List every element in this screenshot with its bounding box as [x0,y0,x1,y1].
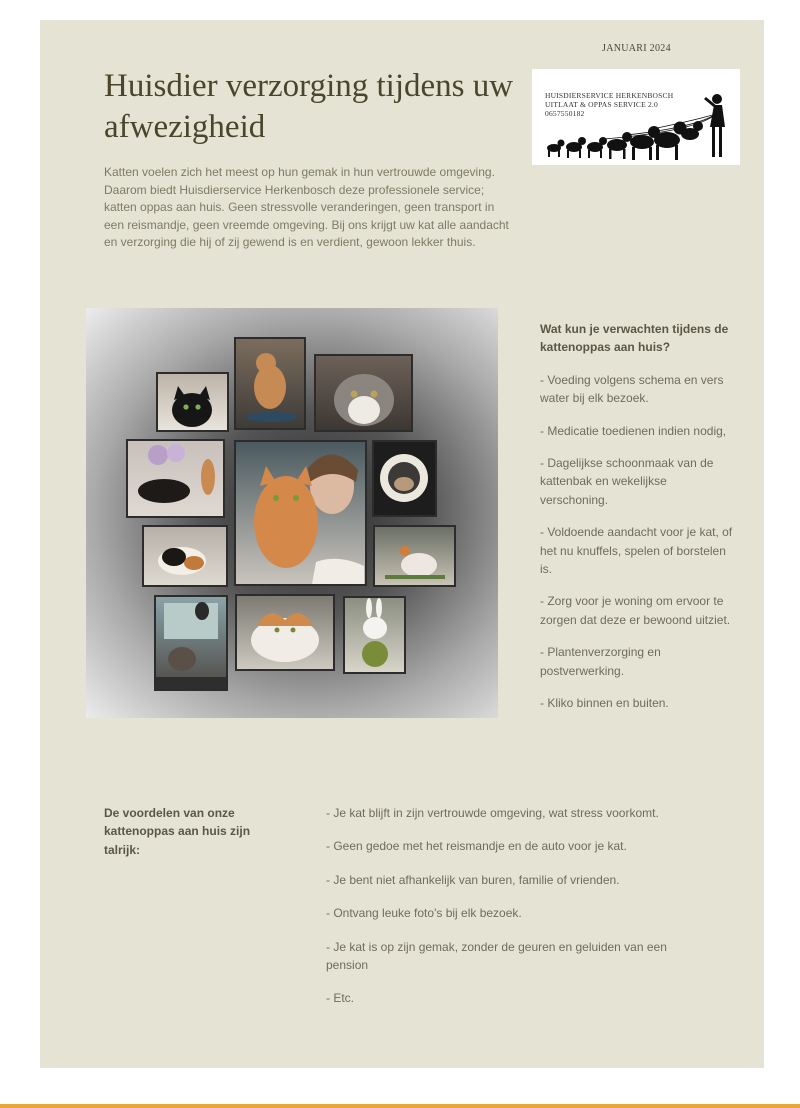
expectation-item: - Voeding volgens schema en vers water bij elk bezoek. [540,372,724,406]
photo-cat-in-tunnel [372,440,437,517]
advantage-item: - Etc. [326,991,355,1006]
logo-company-name: HUISDIERSERVICE HERKENBOSCH [545,91,674,100]
footer-accent-line [0,1104,800,1108]
expectation-item: - Dagelijkse schoonmaak van de kattenbak en wekelijkse verschoning. [540,456,714,507]
intro-paragraph: Katten voelen zich het meest op hun gemak in hun vertrouwde omgeving. Daarom biedt Huisdierservice Herkenbosch deze professionele service; katten oppas aan huis. Geen stressvolle veranderingen, geen transport in een reismandje, geen vreemde omgeving. Bij ons krijgt uw kat alle aandacht en verzorging die hij of zij gewend is en verdient, gewoon lekker thuis. [104,165,509,250]
photo-orange-cat-with-woman [234,440,367,586]
advantage-item: - Je kat blijft in zijn vertrouwde omgeving, wat stress voorkomt. [326,806,659,820]
advantage-item: - Ontvang leuke foto's bij elk bezoek. [326,906,522,921]
logo-tagline: UITLAAT & OPPAS SERVICE 2.0 [545,100,658,109]
expectation-item: - Kliko binnen en buiten. [540,696,669,711]
photo-grey-white-cat [314,354,413,432]
photo-tabby-on-table [234,337,306,430]
photo-white-rabbit [343,596,406,674]
cat-photo-collage [86,308,498,718]
advantage-item: - Je bent niet afhankelijk van buren, familie of vrienden. [326,872,620,887]
logo-phone: 0657550182 [545,109,585,118]
advantages-list [326,804,706,1023]
expectation-item: - Plantenverzorging en postverwerking. [540,645,661,678]
photo-white-ginger-cat [235,594,335,671]
photo-cat-with-flowers [126,439,225,518]
photo-cat-with-toy [373,525,456,587]
advantage-item: - Geen gedoe met het reismandje en de auto voor je kat. [326,839,627,854]
expectations-heading: Wat kun je verwachten tijdens de kattenoppas aan huis? [540,322,729,355]
photo-cat-by-window [154,595,228,691]
dog-walker-silhouette-icon [532,69,740,165]
page-title: Huisdier verzorging tijdens uw afwezigheid [104,68,514,145]
advantages-heading: De voordelen van onze kattenoppas aan huis zijn talrijk: [104,806,251,857]
advantage-item: - Je kat is op zijn gemak, zonder de geuren en geluiden van een pension [326,939,667,973]
expectation-item: - Voldoende aandacht voor je kat, of het nu knuffels, spelen of borstelen is. [540,525,733,577]
expectation-item: - Zorg voor je woning om ervoor te zorgen dat deze er bewoond uitziet. [540,594,731,627]
expectation-item: - Medicatie toedienen indien nodig, [540,423,727,438]
photo-calico-cat [142,525,228,587]
expectations-section [540,320,736,727]
company-logo [532,69,740,165]
issue-date: JANUARI 2024 [602,43,671,54]
photo-black-cat [156,372,229,432]
